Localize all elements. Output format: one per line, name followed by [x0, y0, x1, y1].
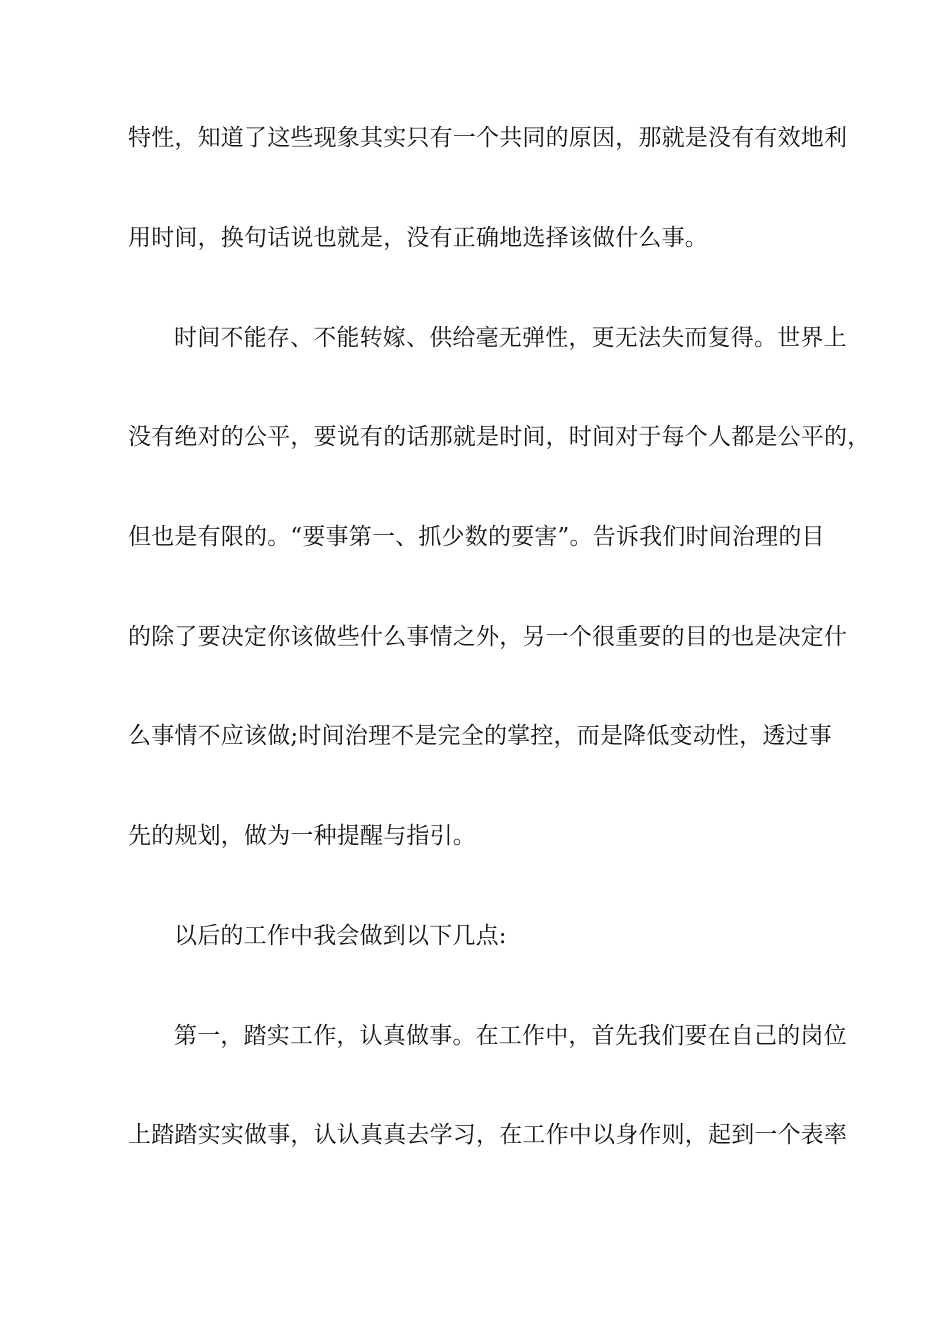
text-line-8: 先的规划，做为一种提醒与指引。 — [128, 823, 476, 849]
text-line-10: 第一，踏实工作，认真做事。在工作中，首先我们要在自己的岗位 — [174, 1023, 847, 1049]
text-line-9: 以后的工作中我会做到以下几点: — [174, 923, 507, 949]
text-line-4: 没有绝对的公平，要说有的话那就是时间，时间对于每个人都是公平的， — [128, 424, 871, 450]
text-line-7: 么事情不应该做;时间治理不是完全的掌控，而是降低变动性，透过事 — [128, 723, 832, 749]
text-line-3: 时间不能存、不能转嫁、供给毫无弹性，更无法失而复得。世界上 — [174, 325, 847, 351]
text-line-5: 但也是有限的。“要事第一、抓少数的要害”。告诉我们时间治理的目 — [128, 524, 825, 550]
text-line-2: 用时间，换句话说也就是，没有正确地选择该做什么事。 — [128, 225, 708, 251]
text-line-6: 的除了要决定你该做些什么事情之外，另一个很重要的目的也是决定什 — [128, 624, 848, 650]
text-line-1: 特性，知道了这些现象其实只有一个共同的原因，那就是没有有效地利 — [128, 125, 848, 151]
text-line-11: 上踏踏实实做事，认认真真去学习，在工作中以身作则，起到一个表率 — [128, 1122, 848, 1148]
